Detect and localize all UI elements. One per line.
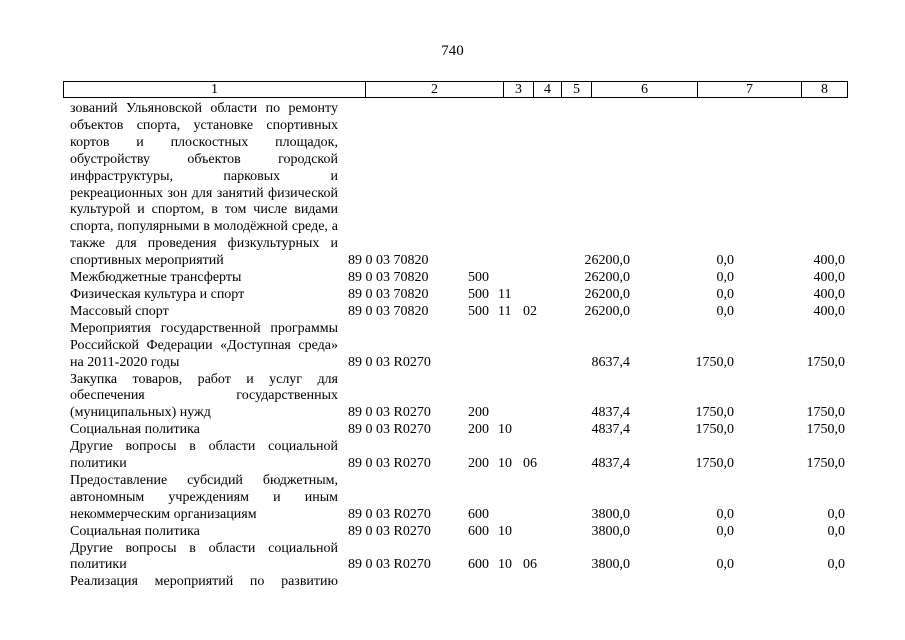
table-row (70, 439, 845, 473)
header-col-3: 3 (504, 82, 534, 97)
row-amount-col7: 1750,0 (695, 422, 734, 438)
row-amount-col8: 1750,0 (806, 354, 845, 370)
row-target-article: 89 0 03 R0270 (348, 456, 431, 472)
row-expense-type: 200 (468, 405, 489, 421)
row-section: 10 (498, 422, 512, 438)
row-section: 10 (498, 557, 512, 573)
row-subsection: 06 (523, 557, 537, 573)
row-expense-type: 600 (468, 506, 489, 522)
row-name: Массовый спорт (70, 303, 169, 319)
row-name: Реализация мероприятий по развитию (70, 574, 338, 590)
row-name: Физическая культура и спорт (70, 286, 245, 302)
row-amount-col8: 1750,0 (806, 422, 845, 438)
row-section: 10 (498, 456, 512, 472)
budget-table-body (70, 101, 845, 591)
row-target-article: 89 0 03 R0270 (348, 523, 431, 539)
row-amount-col8: 400,0 (813, 270, 845, 286)
header-col-8: 8 (821, 82, 828, 97)
row-name: Социальная политика (70, 422, 200, 438)
row-amount-col6: 3800,0 (591, 506, 630, 522)
row-target-article: 89 0 03 R0270 (348, 354, 431, 370)
row-name: Другие вопросы в области социальной политики (70, 439, 338, 472)
row-amount-col8: 1750,0 (806, 405, 845, 421)
row-amount-col7: 0,0 (716, 506, 734, 522)
row-name: Мероприятия государственной программы Российской Федерации «Доступная среда» на 2011-2020 годы (70, 320, 338, 370)
row-amount-col7: 0,0 (716, 303, 734, 319)
row-amount-col6: 26200,0 (584, 303, 630, 319)
row-name: Межбюджетные трансферты (70, 270, 242, 286)
row-amount-col8: 0,0 (827, 506, 845, 522)
table-row (70, 304, 845, 321)
row-target-article: 89 0 03 70820 (348, 303, 429, 319)
row-target-article: 89 0 03 70820 (348, 270, 429, 286)
row-amount-col6: 8637,4 (591, 354, 630, 370)
row-amount-col8: 400,0 (813, 253, 845, 269)
row-expense-type: 500 (468, 286, 489, 302)
row-amount-col6: 26200,0 (584, 286, 630, 302)
table-row (70, 287, 845, 304)
row-expense-type: 500 (468, 270, 489, 286)
row-amount-col8: 400,0 (813, 286, 845, 302)
row-amount-col7: 0,0 (716, 557, 734, 573)
row-amount-col6: 3800,0 (591, 557, 630, 573)
table-row (70, 372, 845, 423)
table-row (70, 270, 845, 287)
row-amount-col7: 0,0 (716, 270, 734, 286)
row-target-article: 89 0 03 70820 (348, 253, 429, 269)
row-amount-col8: 400,0 (813, 303, 845, 319)
table-row (70, 524, 845, 541)
row-amount-col6: 4837,4 (591, 405, 630, 421)
table-row (70, 321, 845, 372)
table-header-row (63, 81, 848, 98)
row-expense-type: 200 (468, 422, 489, 438)
row-amount-col7: 1750,0 (695, 456, 734, 472)
table-row (70, 541, 845, 575)
row-amount-col6: 4837,4 (591, 422, 630, 438)
row-amount-col7: 0,0 (716, 523, 734, 539)
row-target-article: 89 0 03 R0270 (348, 506, 431, 522)
row-name: Закупка товаров, работ и услуг для обеспечения государственных (муниципальных) нужд (70, 371, 338, 421)
row-expense-type: 600 (468, 523, 489, 539)
row-amount-col6: 3800,0 (591, 523, 630, 539)
row-amount-col6: 4837,4 (591, 456, 630, 472)
header-col-4: 4 (534, 82, 562, 97)
row-amount-col8: 0,0 (827, 557, 845, 573)
row-expense-type: 500 (468, 303, 489, 319)
row-target-article: 89 0 03 R0270 (348, 557, 431, 573)
row-amount-col6: 26200,0 (584, 270, 630, 286)
row-name: зований Ульяновской области по ремонту объектов спорта, установке спортивных кортов и плоскостных площадок, обустройству объектов городской инфраструктуры, парковых и рекреационных зон для занятий физической культурой и спортом, в том числе видами спорта, популярными в молодёжной среде, а также для проведения физкультурных и спортивных мероприятий (70, 101, 338, 269)
header-col-6: 6 (592, 82, 698, 97)
row-target-article: 89 0 03 70820 (348, 286, 429, 302)
table-row (70, 101, 845, 270)
row-target-article: 89 0 03 R0270 (348, 405, 431, 421)
row-expense-type: 200 (468, 456, 489, 472)
row-target-article: 89 0 03 R0270 (348, 422, 431, 438)
row-name: Социальная политика (70, 523, 200, 539)
row-name: Другие вопросы в области социальной политики (70, 540, 338, 573)
row-subsection: 02 (523, 303, 537, 319)
page-number: 740 (441, 43, 464, 59)
row-amount-col7: 0,0 (716, 286, 734, 302)
row-subsection: 06 (523, 456, 537, 472)
table-row (70, 422, 845, 439)
row-section: 11 (498, 303, 512, 319)
row-amount-col8: 1750,0 (806, 456, 845, 472)
header-col-2: 2 (366, 82, 504, 97)
table-row (70, 574, 845, 591)
row-amount-col6: 26200,0 (584, 253, 630, 269)
row-amount-col7: 1750,0 (695, 354, 734, 370)
row-amount-col8: 0,0 (827, 523, 845, 539)
row-amount-col7: 0,0 (716, 253, 734, 269)
row-section: 11 (498, 286, 512, 302)
row-section: 10 (498, 523, 512, 539)
row-amount-col7: 1750,0 (695, 405, 734, 421)
row-expense-type: 600 (468, 557, 489, 573)
header-col-5: 5 (562, 82, 592, 97)
row-name: Предоставление субсидий бюджетным, автономным учреждениям и иным некоммерческим организациям (70, 472, 338, 522)
header-col-1: 1 (64, 82, 366, 97)
table-row (70, 473, 845, 524)
header-col-7: 7 (698, 82, 802, 97)
